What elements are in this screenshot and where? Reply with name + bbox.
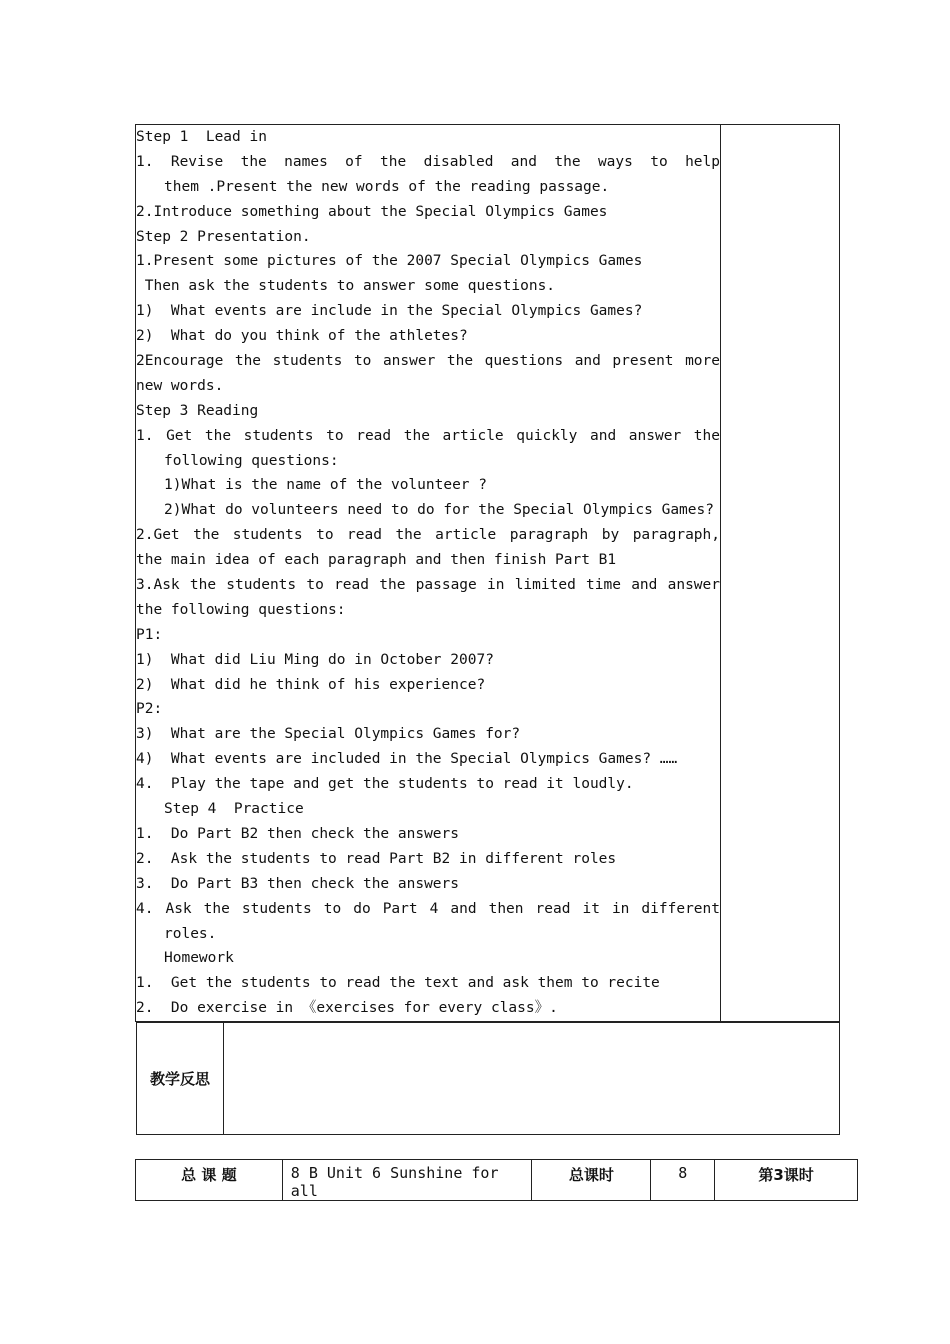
step-line: 3. Do Part B3 then check the answers xyxy=(136,875,460,892)
step-line: 1)What is the name of the volunteer ? xyxy=(164,477,488,494)
step-line: the following questions: xyxy=(136,601,346,618)
step-line: 1.Present some pictures of the 2007 Special Olympics Games xyxy=(136,253,643,270)
step-line: 1. Get the students to read the text and ask them to recite xyxy=(136,975,660,992)
step-line: 1. Revise the names of the disabled and the ways to help xyxy=(136,153,720,170)
step-line: roles. xyxy=(164,925,217,942)
total-lessons-label: 总课时 xyxy=(532,1160,651,1201)
reflection-row xyxy=(136,1022,840,1135)
step-line: new words. xyxy=(136,377,224,394)
step-line: P1: xyxy=(136,626,163,643)
reflection-label: 教学反思 xyxy=(136,1023,224,1135)
step-line: 4. Play the tape and get the students to read it loudly. xyxy=(136,776,634,793)
step-line: 2Encourage the students to answer the questions and present more xyxy=(136,353,720,370)
step-line: Then ask the students to answer some questions. xyxy=(136,278,556,295)
step-line: 2) What do you think of the athletes? xyxy=(136,328,468,345)
step-line: 2.Get the students to read the article paragraph by paragraph, xyxy=(136,527,720,544)
step-line: 3.Ask the students to read the passage in limited time and answer xyxy=(136,577,720,594)
topic-value: 8 B Unit 6 Sunshine for all xyxy=(282,1160,532,1201)
step-line: 1) What did Liu Ming do in October 2007? xyxy=(136,651,494,668)
notes-cell xyxy=(721,125,840,1022)
step-line: Step 2 Presentation. xyxy=(136,228,311,245)
lesson-number: 第3课时 xyxy=(715,1160,858,1201)
step-line: 4. Ask the students to do Part 4 and then read it in different xyxy=(136,900,720,917)
teaching-steps-cell xyxy=(136,125,721,1022)
step-line: 2)What do volunteers need to do for the Special Olympics Games? xyxy=(164,502,714,519)
step-line: Step 1 Lead in xyxy=(136,129,267,145)
step-line: 4) What events are included in the Special Olympics Games? …… xyxy=(136,751,678,768)
step-line: 2. Do exercise in 《exercises for every class》. xyxy=(136,1000,558,1017)
total-lessons-value: 8 xyxy=(651,1160,715,1201)
topic-label: 总 课 题 xyxy=(136,1160,283,1201)
step-line: 1. Do Part B2 then check the answers xyxy=(136,825,460,842)
step-line: following questions: xyxy=(164,452,339,469)
step-line: 2) What did he think of his experience? xyxy=(136,676,486,693)
step-line: Homework xyxy=(164,950,234,967)
step-line: the main idea of each paragraph and then finish Part B1 xyxy=(136,552,617,569)
step-line: 1) What events are include in the Special Olympics Games? xyxy=(136,303,643,320)
course-info-table xyxy=(135,1159,858,1201)
step-line: 2. Ask the students to read Part B2 in different roles xyxy=(136,850,617,867)
step-line: P2: xyxy=(136,701,163,718)
lesson-plan-table xyxy=(135,124,840,1135)
step-line: Step 3 Reading xyxy=(136,402,259,419)
reflection-body xyxy=(224,1023,839,1135)
step-line: 2.Introduce something about the Special Olympics Games xyxy=(136,203,608,220)
step-line: them .Present the new words of the reading passage. xyxy=(164,178,610,195)
teaching-steps xyxy=(136,125,720,1021)
step-line: Step 4 Practice xyxy=(164,801,304,818)
step-line: 1. Get the students to read the article quickly and answer the xyxy=(136,427,720,444)
step-line: 3) What are the Special Olympics Games for? xyxy=(136,726,521,743)
